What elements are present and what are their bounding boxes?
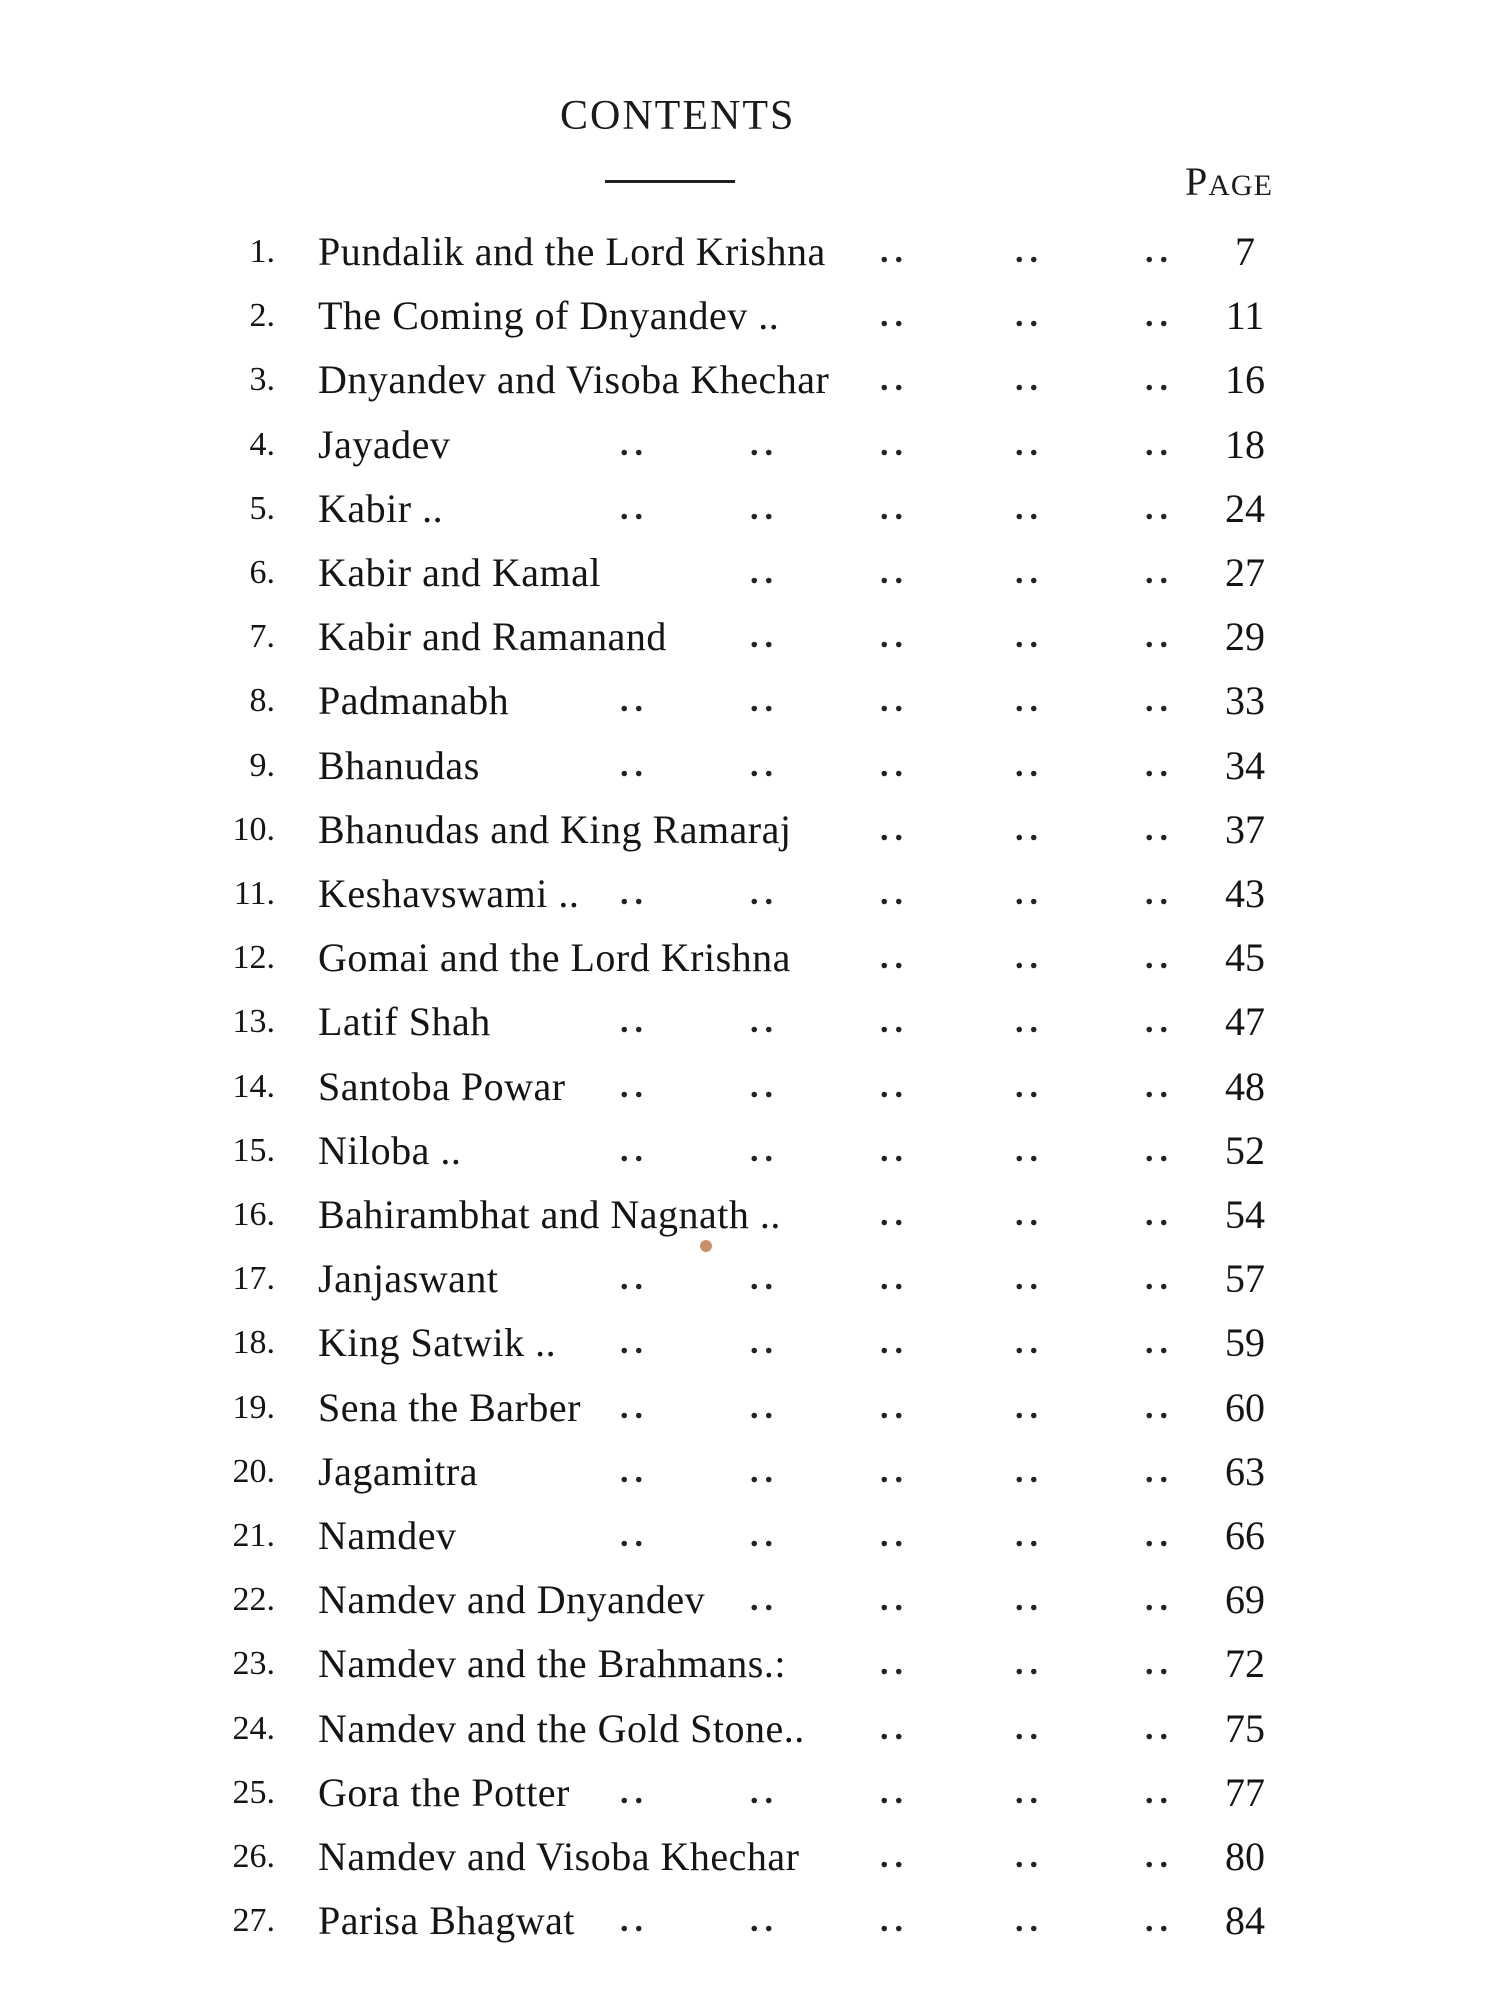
entry-number: 23. <box>232 1645 275 1683</box>
entry-page-number: 34 <box>1225 742 1265 788</box>
entry-title: Parisa Bhagwat <box>318 1898 575 1944</box>
entry-page-number: 24 <box>1225 485 1265 531</box>
entry-page-number: 75 <box>1225 1705 1265 1751</box>
dot-leader: .. .. .. .. .. <box>620 1260 1174 1298</box>
entry-title: Bhanudas and King Ramaraj <box>318 806 792 852</box>
entry-page-number: 80 <box>1225 1834 1265 1879</box>
entry-page-number: 37 <box>1225 806 1265 852</box>
toc-entry[interactable] <box>0 1183 1500 1247</box>
entry-title: Kabir and Ramanand <box>318 614 667 660</box>
title-rule <box>605 180 735 183</box>
entry-title: Gomai and the Lord Krishna <box>318 935 791 981</box>
dot-leader: .. .. .. <box>880 1709 1174 1747</box>
entry-number: 10. <box>232 810 275 848</box>
dot-leader: .. .. .. .. .. <box>620 1067 1174 1105</box>
entry-page-number: 54 <box>1225 1192 1265 1237</box>
dot-leader: .. .. .. .. <box>750 554 1174 591</box>
entry-number: 5. <box>249 489 275 527</box>
dot-leader: .. .. .. .. .. <box>620 489 1174 527</box>
entry-number: 14. <box>232 1067 275 1105</box>
entry-number: 12. <box>232 939 275 977</box>
entry-title: The Coming of Dnyandev .. <box>318 293 780 339</box>
toc-entry[interactable] <box>0 1055 1500 1119</box>
entry-number: 3. <box>249 361 275 399</box>
page-heading-rest: AGE <box>1208 169 1273 202</box>
dot-leader: .. .. .. .. .. <box>620 1902 1174 1940</box>
entry-page-number: 52 <box>1225 1127 1265 1173</box>
dot-leader: .. .. .. .. .. <box>620 746 1174 784</box>
toc-entry[interactable] <box>0 413 1500 477</box>
entry-page-number: 47 <box>1225 999 1265 1045</box>
dot-leader: .. .. .. <box>880 810 1174 848</box>
entry-number: 26. <box>232 1838 275 1875</box>
entry-number: 6. <box>249 554 275 591</box>
dot-leader: .. .. .. .. .. <box>620 875 1174 912</box>
entry-title: Jayadev <box>318 421 451 467</box>
entry-title: Namdev and Dnyandev <box>318 1577 706 1623</box>
dot-leader: .. .. .. <box>880 1838 1174 1875</box>
entry-page-number: 57 <box>1225 1256 1265 1302</box>
entry-page-number: 69 <box>1225 1577 1265 1623</box>
entry-number: 16. <box>232 1196 275 1233</box>
page-title: CONTENTS <box>560 93 796 139</box>
entry-page-number: 59 <box>1225 1320 1265 1366</box>
entry-title: Janjaswant <box>318 1256 499 1302</box>
entry-title: Padmanabh <box>318 678 510 724</box>
paper-stain <box>700 1240 712 1252</box>
toc-entry[interactable] <box>0 541 1500 605</box>
entry-number: 2. <box>249 297 275 335</box>
entry-page-number: 45 <box>1225 935 1265 981</box>
dot-leader: .. .. .. <box>880 939 1174 977</box>
entry-title: Santoba Powar <box>318 1063 566 1109</box>
entry-number: 13. <box>232 1003 275 1041</box>
toc-entry[interactable] <box>0 220 1500 284</box>
entry-number: 27. <box>232 1902 275 1940</box>
entry-title: Namdev and Visoba Khechar <box>318 1834 800 1879</box>
toc-entry[interactable] <box>0 862 1500 926</box>
dot-leader: .. .. .. .. .. <box>620 1131 1174 1169</box>
entry-number: 22. <box>232 1581 275 1619</box>
dot-leader: .. .. .. .. .. <box>620 1452 1174 1490</box>
entry-number: 24. <box>232 1709 275 1747</box>
toc-entry[interactable] <box>0 1311 1500 1375</box>
dot-leader: .. .. .. .. .. <box>620 1003 1174 1041</box>
entry-number: 19. <box>232 1388 275 1426</box>
entry-number: 15. <box>232 1131 275 1169</box>
entry-title: Bahirambhat and Nagnath .. <box>318 1192 781 1237</box>
entry-page-number: 16 <box>1225 357 1265 403</box>
entry-page-number: 48 <box>1225 1063 1265 1109</box>
entry-title: Namdev and the Brahmans.: <box>318 1641 786 1687</box>
entry-page-number: 63 <box>1225 1448 1265 1494</box>
toc-entry[interactable] <box>0 477 1500 541</box>
dot-leader: .. .. .. .. .. <box>620 1517 1174 1554</box>
entry-page-number: 11 <box>1225 293 1265 339</box>
dot-leader: .. .. .. <box>880 361 1174 399</box>
dot-leader: .. .. .. .. .. <box>620 682 1174 720</box>
page-heading-initial: P <box>1185 159 1209 204</box>
entry-page-number: 77 <box>1225 1769 1265 1815</box>
toc-entry[interactable] <box>0 284 1500 348</box>
dot-leader: .. .. .. .. <box>750 1581 1174 1619</box>
entry-title: Pundalik and the Lord Krishna <box>318 229 826 274</box>
entry-number: 9. <box>249 746 275 784</box>
dot-leader: .. .. .. <box>880 297 1174 335</box>
entry-title: Gora the Potter <box>318 1769 570 1815</box>
toc-entry[interactable] <box>0 1889 1500 1953</box>
entry-title: Bhanudas <box>318 742 480 788</box>
toc-entry[interactable] <box>0 1119 1500 1183</box>
toc-entry[interactable] <box>0 1697 1500 1761</box>
entry-title: Kabir and Kamal <box>318 550 601 595</box>
toc-entry[interactable] <box>0 734 1500 798</box>
toc-entry[interactable] <box>0 1632 1500 1696</box>
dot-leader: .. .. .. <box>880 1645 1174 1683</box>
dot-leader: .. .. .. .. .. <box>620 1773 1174 1811</box>
entry-number: 21. <box>232 1517 275 1554</box>
entry-page-number: 33 <box>1225 678 1265 724</box>
entry-title: Keshavswami .. <box>318 871 580 916</box>
entry-page-number: 18 <box>1225 421 1265 467</box>
toc-entry[interactable] <box>0 348 1500 412</box>
toc-entry[interactable] <box>0 1568 1500 1632</box>
entry-number: 8. <box>249 682 275 720</box>
page-column-heading <box>1185 158 1273 205</box>
toc-entry[interactable] <box>0 669 1500 733</box>
entry-title: Namdev <box>318 1513 457 1558</box>
entry-title: Jagamitra <box>318 1448 478 1494</box>
entry-number: 20. <box>232 1452 275 1490</box>
entry-title: Kabir .. <box>318 485 444 531</box>
entry-page-number: 29 <box>1225 614 1265 660</box>
toc-entry[interactable] <box>0 1504 1500 1568</box>
entry-number: 1. <box>249 233 275 270</box>
dot-leader: .. .. .. <box>880 233 1174 270</box>
toc-entry[interactable] <box>0 1376 1500 1440</box>
entry-page-number: 27 <box>1225 550 1265 595</box>
entry-number: 17. <box>232 1260 275 1298</box>
entry-page-number: 72 <box>1225 1641 1265 1687</box>
entry-page-number: 66 <box>1225 1513 1265 1558</box>
entry-title: Sena the Barber <box>318 1384 581 1430</box>
entry-title: Namdev and the Gold Stone.. <box>318 1705 805 1751</box>
entry-page-number: 84 <box>1225 1898 1265 1944</box>
dot-leader: .. .. .. .. <box>750 618 1174 656</box>
dot-leader: .. .. .. <box>880 1196 1174 1233</box>
entry-number: 4. <box>249 425 275 463</box>
dot-leader: .. .. .. .. .. <box>620 1324 1174 1362</box>
entry-title: Latif Shah <box>318 999 491 1045</box>
toc-entry[interactable] <box>0 605 1500 669</box>
toc-entry[interactable] <box>0 1761 1500 1825</box>
entry-number: 25. <box>232 1773 275 1811</box>
toc-entry[interactable] <box>0 1825 1500 1889</box>
toc-entry[interactable] <box>0 1247 1500 1311</box>
entry-number: 18. <box>232 1324 275 1362</box>
entry-page-number: 60 <box>1225 1384 1265 1430</box>
entry-page-number: 7 <box>1235 229 1255 274</box>
entry-page-number: 43 <box>1225 871 1265 916</box>
entry-number: 11. <box>233 875 275 912</box>
entry-number: 7. <box>249 618 275 656</box>
dot-leader: .. .. .. .. .. <box>620 425 1174 463</box>
entry-title: King Satwik .. <box>318 1320 557 1366</box>
toc-entry[interactable] <box>0 798 1500 862</box>
dot-leader: .. .. .. .. .. <box>620 1388 1174 1426</box>
entry-title: Dnyandev and Visoba Khechar <box>318 357 830 403</box>
toc-entry[interactable] <box>0 990 1500 1054</box>
toc-entry[interactable] <box>0 1440 1500 1504</box>
entry-title: Niloba .. <box>318 1127 462 1173</box>
toc-entry[interactable] <box>0 926 1500 990</box>
